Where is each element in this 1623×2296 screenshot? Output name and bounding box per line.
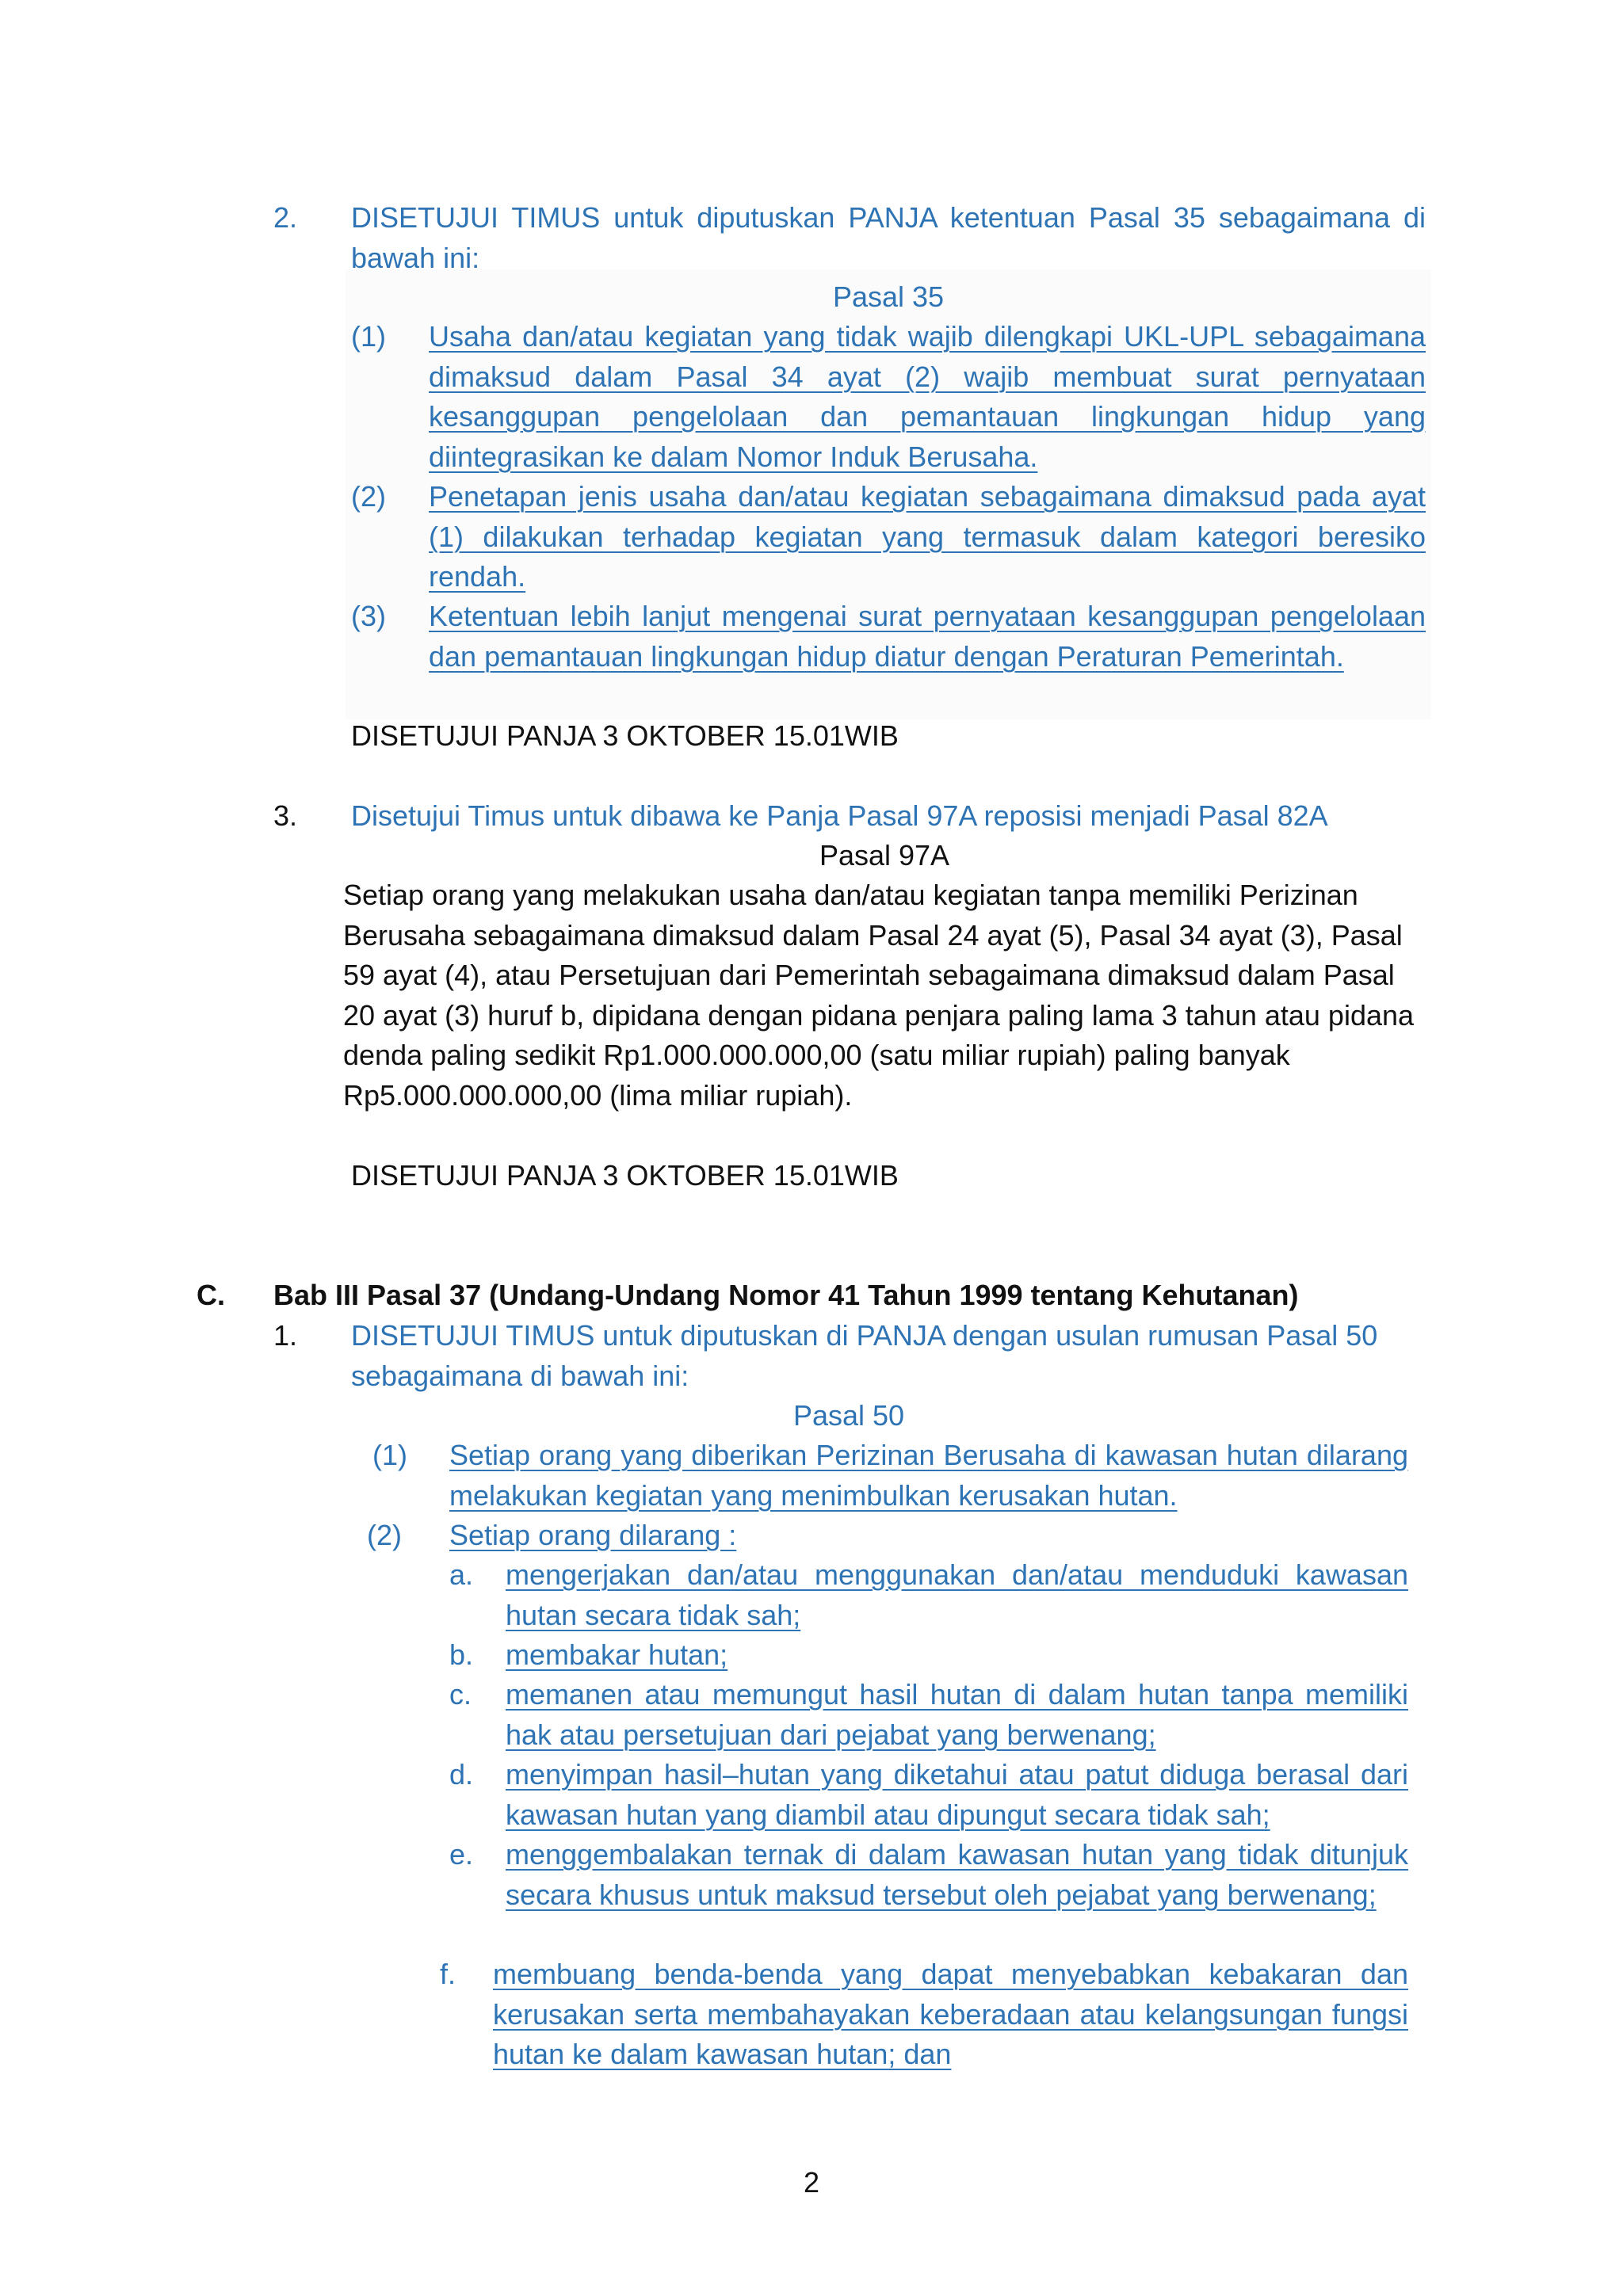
- clause-text: Usaha dan/atau kegiatan yang tidak wajib dilengkapi UKL-UPL sebagaimana dimaksud dalam Pasal 34 ayat (2) wajib membuat surat pernyataan kesanggupan pengelolaan dan pemantauan lingkungan hidup yang diintegrasikan ke dalam Nomor Induk Berusaha.: [429, 320, 1426, 473]
- clause-number: (2): [367, 1519, 402, 1551]
- clause-text: Setiap orang dilarang :: [449, 1519, 737, 1551]
- subitem-letter: f.: [440, 1958, 456, 1990]
- subitem-letter: c.: [449, 1678, 472, 1711]
- subitem-letter: e.: [449, 1838, 474, 1871]
- item-intro: Disetujui Timus untuk dibawa ke Panja Pasal 97A reposisi menjadi Pasal 82A: [351, 799, 1328, 832]
- clause-text: Penetapan jenis usaha dan/atau kegiatan sebagaimana dimaksud pada ayat (1) dilakukan terhadap kegiatan yang termasuk dalam kategori beresiko rendah.: [429, 480, 1426, 593]
- subitem-text: membakar hutan;: [506, 1638, 728, 1671]
- subitem-text: menggembalakan ternak di dalam kawasan hutan yang tidak ditunjuk secara khusus untuk maksud tersebut oleh pejabat yang berwenang;: [506, 1838, 1408, 1911]
- subitem-letter: b.: [449, 1638, 474, 1671]
- subitem-text: membuang benda-benda yang dapat menyebabkan kebakaran dan kerusakan serta membahayakan keberadaan atau kelangsungan fungsi hutan ke dalam kawasan hutan; dan: [493, 1958, 1408, 2070]
- item-number: 1.: [273, 1319, 298, 1352]
- clause-number: (1): [372, 1439, 407, 1471]
- subitem-letter: d.: [449, 1758, 474, 1791]
- pasal-title: Pasal 50: [792, 1399, 905, 1432]
- pasal-title: Pasal 97A: [819, 839, 950, 871]
- page-number: 2: [803, 2166, 820, 2199]
- subitem-text: menyimpan hasil–hutan yang diketahui atau patut diduga berasal dari kawasan hutan yang diambil atau dipungut secara tidak sah;: [506, 1758, 1408, 1831]
- clause-number: (3): [351, 600, 386, 632]
- pasal-body: Setiap orang yang melakukan usaha dan/atau kegiatan tanpa memiliki Perizinan Berusaha sebagaimana dimaksud dalam Pasal 24 ayat (5), Pasal 34 ayat (3), Pasal 59 ayat (4), atau Persetujuan dari Pemerintah sebagaimana dimaksud dalam Pasal 20 ayat (3) huruf b, dipidana dengan pidana penjara paling lama 3 tahun atau pidana denda paling sedikit Rp1.000.000.000,00 (satu miliar rupiah) paling banyak Rp5.000.000.000,00 (lima miliar rupiah).: [343, 879, 1415, 1112]
- approval-note: DISETUJUI PANJA 3 OKTOBER 15.01WIB: [351, 719, 899, 752]
- pasal-title: Pasal 35: [832, 280, 945, 313]
- item-intro: DISETUJUI TIMUS untuk diputuskan PANJA ketentuan Pasal 35 sebagaimana di bawah ini:: [351, 201, 1426, 274]
- section-letter: C.: [197, 1279, 225, 1311]
- clause-text: Ketentuan lebih lanjut mengenai surat pernyataan kesanggupan pengelolaan dan pemantauan lingkungan hidup diatur dengan Peraturan Pemerintah.: [429, 600, 1426, 673]
- subitem-text: mengerjakan dan/atau menggunakan dan/atau menduduki kawasan hutan secara tidak sah;: [506, 1558, 1408, 1631]
- item-intro: DISETUJUI TIMUS untuk diputuskan di PANJA dengan usulan rumusan Pasal 50 sebagaimana di bawah ini:: [351, 1319, 1378, 1392]
- approval-note: DISETUJUI PANJA 3 OKTOBER 15.01WIB: [351, 1159, 899, 1192]
- clause-number: (2): [351, 480, 386, 513]
- item-number: 3.: [273, 799, 298, 832]
- subitem-letter: a.: [449, 1558, 474, 1591]
- section-heading: Bab III Pasal 37 (Undang-Undang Nomor 41 Tahun 1999 tentang Kehutanan): [273, 1279, 1299, 1311]
- clause-text: Setiap orang yang diberikan Perizinan Berusaha di kawasan hutan dilarang melakukan kegiatan yang menimbulkan kerusakan hutan.: [449, 1439, 1408, 1512]
- subitem-text: memanen atau memungut hasil hutan di dalam hutan tanpa memiliki hak atau persetujuan dari pejabat yang berwenang;: [506, 1678, 1408, 1751]
- clause-number: (1): [351, 320, 386, 353]
- item-number: 2.: [273, 201, 298, 234]
